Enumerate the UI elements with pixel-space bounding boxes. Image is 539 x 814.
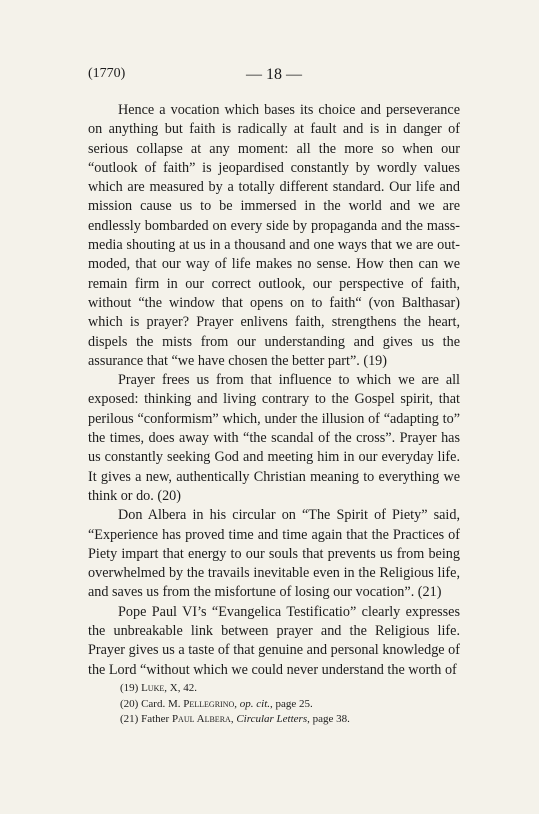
footnote-reference: , X, 42. <box>164 682 197 694</box>
paragraph: Hence a vocation which bases its choice and perseverance on anything but faith is radically at fault and is in danger of serious collapse at any moment: all the more so when our “outlook of faith” is jeopardised constantly by wordly values which are measured by a totally different standard. Our life and mission cause us to be immersed in the world and we are endlessly bombarded on every side by propaganda and the mass-media shouting at us in a thousand and one ways that we are out-moded, that our way of life makes no sense. How then can we remain firm in our correct outlook, our perspective of faith, without “the window that opens on to faith“ (von Balthasar) which is prayer? Prayer enlivens faith, strengthens the heart, dispels the mists from our understanding and gives us the assurance that “we have chosen the better part”. (19) <box>88 102 460 369</box>
footnotes <box>120 681 460 728</box>
footnote-prefix: Card. M. <box>141 697 184 710</box>
footnote-author: Paul Albera <box>171 713 231 725</box>
footnote-separator: , <box>230 713 237 725</box>
body-text <box>88 101 460 680</box>
footnote-number: (20) <box>120 697 139 710</box>
footnote-prefix: Father <box>141 713 172 725</box>
footnote-title: op. cit. <box>239 697 270 710</box>
footnote-title: Circular Letters <box>236 713 308 725</box>
footnote-reference: , page 38. <box>307 713 350 725</box>
paragraph: Don Albera in his circular on “The Spirit of Piety” said, “Experience has proved time and time again that the Practices of Piety impart that energy to our souls that prevents us from being overwhelmed by the travails inevitable even in the Religious life, and saves us from the misfortune of losing our vocation”. (21) <box>88 507 460 601</box>
footnote-author: Luke <box>141 682 165 694</box>
catalog-number: (1770) <box>88 66 126 81</box>
paragraph: Pope Paul VI’s “Evangelica Testificatio” clearly expresses the unbreakable link between prayer and the Religious life. Prayer gives us a taste of that genuine and personal knowledge of the Lord “without which we could never understand the worth of <box>88 603 460 678</box>
footnote-number: (21) <box>120 713 139 725</box>
paragraph: Prayer frees us from that influence to which we are all exposed: thinking and living contrary to the Gospel spirit, that perilous “conformism” which, under the illusion of “adapting to” the times, does away with “the scandal of the cross”. Prayer has us constantly seeking God and meeting him in our everyday life. It gives a new, authentically Christian meaning to everything we think or do. (20) <box>88 372 460 504</box>
page-number: — 18 — <box>246 66 302 83</box>
footnote <box>120 681 460 697</box>
footnote-separator: , <box>234 697 240 710</box>
page-header <box>88 66 460 86</box>
footnote <box>120 697 460 713</box>
footnote-author: Pellegrino <box>183 697 235 710</box>
footnote-reference: , page 25. <box>270 697 313 710</box>
footnote-number: (19) <box>120 682 139 694</box>
footnote <box>120 712 460 728</box>
